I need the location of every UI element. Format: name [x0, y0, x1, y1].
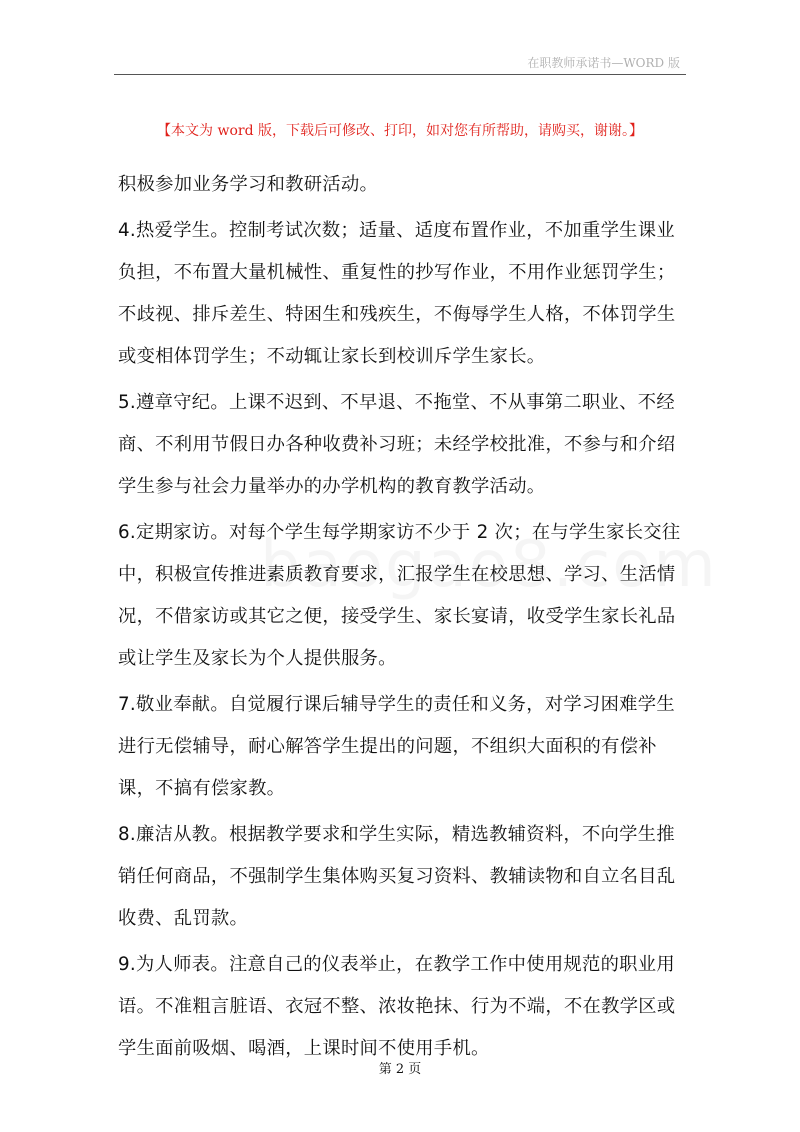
paragraph-item-8: 8.廉洁从教。根据教学要求和学生实际，精选教辅资料，不向学生推销任何商品，不强制学生集体购买复习资料、教辅读物和自立名目乱收费、乱罚款。	[118, 824, 676, 929]
document-body	[118, 164, 686, 1070]
paragraph-item-5: 5.遵章守纪。上课不迟到、不早退、不拖堂、不从事第二职业、不经商、不利用节假日办各种收费补习班；未经学校批准，不参与和介绍学生参与社会力量举办的办学机构的教育教学活动。	[118, 392, 676, 497]
purchase-notice: 【本文为 word 版，下载后可修改、打印，如对您有所帮助，请购买，谢谢。】	[157, 123, 643, 139]
paragraph-item-9: 9.为人师表。注意自己的仪表举止，在教学工作中使用规范的职业用语。不准粗言脏语、衣冠不整、浓妆艳抹、行为不端，不在教学区或学生面前吸烟、喝酒，上课时间不使用手机。	[118, 954, 676, 1059]
page-header-title: 在职教师承诺书—WORD 版	[527, 56, 680, 70]
paragraph-item-6: 6.定期家访。对每个学生每学期家访不少于 2 次；在与学生家长交往中，积极宣传推进素质教育要求，汇报学生在校思想、学习、生活情况，不借家访或其它之便，接受学生、家长宴请，收受学生家长礼品或让学生及家长为个人提供服务。	[118, 522, 681, 669]
page-number: 第 2 页	[378, 1062, 422, 1077]
paragraph-item-4: 4.热爱学生。控制考试次数；适量、适度布置作业，不加重学生课业负担，不布置大量机械性、重复性的抄写作业，不用作业惩罚学生；不歧视、排斥差生、特困生和残疾生，不侮辱学生人格，不体罚学生或变相体罚学生；不动辄让家长到校训斥学生家长。	[118, 220, 676, 367]
paragraph-continuation: 积极参加业务学习和教研活动。	[118, 174, 379, 195]
paragraph-item-7: 7.敬业奉献。自觉履行课后辅导学生的责任和义务，对学习困难学生进行无偿辅导，耐心解答学生提出的问题，不组织大面积的有偿补课，不搞有偿家教。	[118, 694, 675, 799]
header-rule	[114, 74, 686, 75]
